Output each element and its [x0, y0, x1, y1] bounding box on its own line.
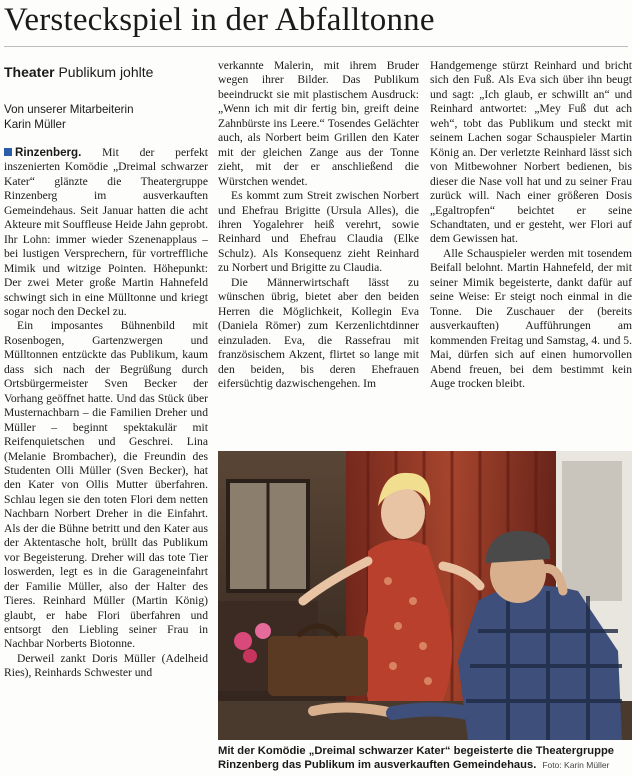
byline-author: Karin Müller: [4, 117, 66, 131]
column-1: [4, 146, 208, 776]
paragraph: verkannte Malerin, mit ihrem Bruder wegen ihrer Bilder. Das Publikum beeindruckt sie mit plastischem Ausdruck: „Wenn ich mit dir fertig bin, greift deine Zahnbürste ins Leere.“ Tosendes Gelächter auch, als Norbert beim Grillen den Kater mit der gleichen Zange aus der Tonne zieht, mit der er anschließend die Würstchen wendet.: [218, 59, 419, 188]
column-2: [218, 59, 419, 439]
paragraph: Ein imposantes Bühnenbild mit Rosenbogen, Gartenzwergen und Mülltonnen entzückte das Publikum, kaum dass sich nach der Begrüßung durch Ortsbürgermeister Sven Becker der Vorhang geöffnet hatte. Und das Stück über Musternachbarn – die Familien Dreher und Müller – beginnt spektakulär mit Reifenquietschen und Geschrei. Lina (Melanie Brombacher), die Freundin des Studenten Olli Müller (Sven Becker), hat den Kater von Ollis Mutter überfahren. Schlau legen sie den toten Flori dem netten Nachbarn Norbert Dreher in die Einfahrt. Als der die Bühne betritt und den Kater aus der Aktentasche holt, brüllt das Publikum vor Begeisterung. Dreher will das tote Tier loswerden, legt es in die Garageneinfahrt der Familie Müller, also der Halter des Tieres. Reinhard Müller (Martin König) glaubt, er habe Flori überfahren und entsorgt den Liebling seiner Frau in Nachbar Norberts Biotonne.: [4, 319, 208, 651]
caption-text: Mit der Komödie „Dreimal schwarzer Kater“ begeisterte die Theatergruppe Rinzenberg das Publikum im ausverkauften Gemeindehaus.: [218, 745, 615, 771]
paragraph: Derweil zankt Doris Müller (Adelheid Ries), Reinhards Schwester und: [4, 651, 208, 680]
lead-paragraph: [4, 146, 208, 319]
dateline-place: Rinzenberg.: [15, 146, 82, 159]
stage-photo: [218, 451, 632, 740]
byline-intro: Von unserer Mitarbeiterin: [4, 103, 134, 116]
square-bullet-icon: [4, 148, 12, 156]
paragraph: Es kommt zum Streit zwischen Norbert und Ehefrau Brigitte (Ursula Alles), die ihren Yogalehrer heiß verehrt, sowie Reinhard und Ehefrau Claudia (Elke Schulz). Als Konsequenz zieht Reinhard zu Norbert und Brigitte zu Claudia.: [218, 189, 419, 275]
byline: [4, 103, 208, 132]
rubric-label: Theater: [4, 64, 55, 80]
lead-text: Mit der perfekt inszenierten Komödie „Dreimal schwarzer Kater“ glänzte die Theatergruppe Rinzenberg im ausverkauften Gemeindehaus. Seit Januar hatten die acht Akteure mit Souffleuse Heide Jahn geprobt. Ihr Lohn: immer wieder Szenenapplaus – bei lustigen Versprechern, für vortreffliche Mimik und witzige Pointen. Höhepunkt: Der zwei Meter große Martin Hahnefeld schwingt sich in eine Mülltonne und kriegt sogar noch den Deckel zu.: [4, 146, 208, 318]
paragraph: Handgemenge stürzt Reinhard und bricht sich den Fuß. Als Eva sich über ihn beugt und sagt: „Ich glaub, er schwillt an“ und Reinhard antwortet: „Mey Fuß dut ach weh“, tobt das Publikum und steckt mit seinem Lachen sogar Schauspieler Martin König an. Der verletzte Reinhard lässt sich von Mitbewohner Norbert bedienen, bis dieser die Nase voll hat und zu seiner Frau zurück will. Nach einer größeren Dosis „Egaltropfen“ beichtet er seine Schandtaten, und er gesteht, wer Flori auf dem Gewissen hat.: [430, 59, 632, 246]
photo-caption: [218, 744, 632, 772]
photo-credit: Foto: Karin Müller: [542, 760, 610, 770]
paragraph: Alle Schauspieler werden mit tosendem Beifall belohnt. Martin Hahnefeld, der mit seiner Mimik begeisterte, dankt dafür auf seine Weise: Er steigt noch einmal in die Tonne. Die Zuschauer der (bereits ausverkauften) Aufführungen am kommenden Freitag und Samstag, 4. und 5. Mai, dürfen sich auf einen humorvollen Abend freuen, bei dem bestimmt kein Auge trocken bleibt.: [430, 246, 632, 390]
headline: Versteckspiel in der Abfalltonne: [4, 2, 435, 38]
headline-rule: [4, 46, 628, 47]
paragraph: Die Männerwirtschaft lässt zu wünschen übrig, bietet aber den beiden Herren die Möglichkeit, Kollegin Eva (Daniela Römer) zum Kerzenlichtdinner einzuladen. Eva, die Rassefrau mit französischem Akzent, flirtet so lange mit den beiden, bis deren Ehefrauen eifersüchtig dazwischengehen. Im: [218, 275, 419, 390]
rubric-subline: Publikum johlte: [58, 64, 154, 80]
column-3: [430, 59, 632, 439]
rubric: [4, 62, 208, 82]
stage-photo-illustration: [218, 451, 632, 740]
